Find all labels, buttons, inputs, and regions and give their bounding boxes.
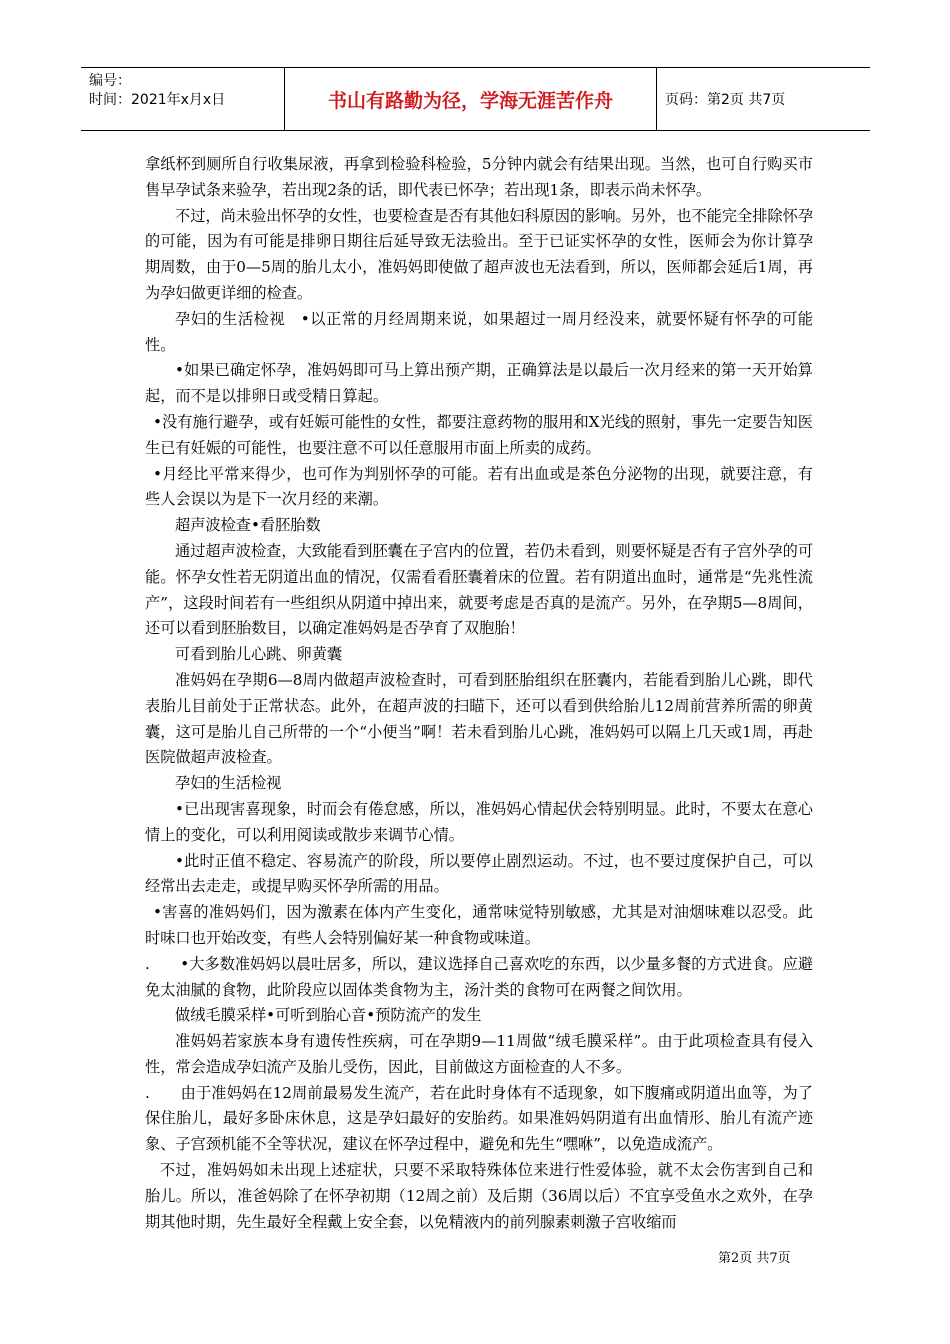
paragraph: 孕妇的生活检视 •以正常的月经周期来说，如果超过一周月经没来，就要怀疑有怀孕的可能性。 (145, 309, 813, 354)
paragraph: 拿纸杯到厕所自行收集尿液，再拿到检验科检验，5分钟内就会有结果出现。当然，也可自行购买市售早孕试条来验孕，若出现2条的话，即代表已怀孕；若出现1条，即表示尚未怀孕。 (145, 155, 813, 199)
section-heading: 做绒毛膜采样•可听到胎心音•预防流产的发生 (175, 1006, 482, 1025)
paragraph: 通过超声波检查，大致能看到胚囊在子宫内的位置，若仍未看到，则要怀疑是否有子宫外孕的可能。怀孕女性若无阴道出血的情况，仅需看看胚囊着床的位置。若有阴道出血时，通常是“先兆性流产”，这段时间若有一些组织从阴道中掉出来，就要考虑是否真的是流产。另外，在孕期5—8周间，还可以看到胚胎数目，以确定准妈妈是否孕育了双胞胎！ (145, 541, 813, 638)
bullet-paragraph: •月经比平常来得少，也可作为判别怀孕的可能。若有出血或是茶色分泌物的出现，就要注意，有些人会误以为是下一次月经的来潮。 (145, 464, 813, 509)
section-heading: 超声波检查•看胚胎数 (175, 516, 321, 535)
page-footer: 第2页 共7页 (718, 1251, 791, 1266)
section-heading: 孕妇的生活检视 (175, 774, 282, 793)
header-motto: 书山有路勤为径，学海无涯苦作舟 (284, 68, 657, 130)
bullet-paragraph: •没有施行避孕，或有妊娠可能性的女性，都要注意药物的服用和X光线的照射，事先一定要告知医生已有妊娠的可能性，也要注意不可以任意服用市面上所卖的成药。 (145, 412, 813, 457)
bullet-paragraph: •害喜的准妈妈们，因为激素在体内产生变化，通常味觉特别敏感，尤其是对油烟味难以忍受。此时味口也开始改变，有些人会特别偏好某一种食物或味道。 (145, 903, 813, 947)
document-number-label: 编号： (89, 73, 131, 89)
bullet-paragraph: •如果已确定怀孕，准妈妈即可马上算出预产期，正确算法是以最后一次月经来的第一天开始算起，而不是以排卵日或受精日算起。 (145, 361, 813, 406)
paragraph: 不过，准妈妈如未出现上述症状，只要不采取特殊体位来进行性爱体验，就不太会伤害到自己和胎儿。所以，准爸妈除了在怀孕初期（12周之前）及后期（36周以后）不宜享受鱼水之欢外，在孕期其他时期，先生最好全程戴上安全套，以免精液内的前列腺素刺激子宫收缩而 (145, 1161, 813, 1231)
section-heading: 可看到胎儿心跳、卵黄囊 (175, 645, 343, 664)
page-header (81, 67, 870, 131)
bullet-paragraph: . •大多数准妈妈以晨吐居多，所以，建议选择自己喜欢吃的东西，以少量多餐的方式进食。应避免太油腻的食物，此阶段应以固体类食物为主，汤汁类的食物可在两餐之间饮用。 (145, 954, 813, 999)
paragraph: 准妈妈若家族本身有遗传性疾病，可在孕期9—11周做“绒毛膜采样”。由于此项检查具有侵入性，常会造成孕妇流产及胎儿受伤，因此，目前做这方面检查的人不多。 (145, 1032, 813, 1076)
bullet-paragraph: •此时正值不稳定、容易流产的阶段，所以要停止剧烈运动。不过，也不要过度保护自己，可以经常出去走走，或提早购买怀孕所需的用品。 (145, 851, 813, 896)
paragraph: 不过，尚未验出怀孕的女性，也要检查是否有其他妇科原因的影响。另外，也不能完全排除怀孕的可能，因为有可能是排卵日期往后延导致无法验出。至于已证实怀孕的女性，医师会为你计算孕期周数，由于0—5周的胎儿太小，准妈妈即使做了超声波也无法看到，所以，医师都会延后1周，再为孕妇做更详细的检查。 (145, 206, 813, 302)
document-body (145, 152, 813, 1235)
paragraph: 准妈妈在孕期6—8周内做超声波检查时，可看到胚胎组织在胚囊内，若能看到胎儿心跳，即代表胎儿目前处于正常状态。此外，在超声波的扫瞄下，还可以看到供给胎儿12周前营养所需的卵黄囊，这可是胎儿自己所带的一个“小便当”啊！若未看到胎儿心跳，准妈妈可以隔上几天或1周，再赴医院做超声波检查。 (145, 670, 813, 767)
paragraph: . 由于准妈妈在12周前最易发生流产，若在此时身体有不适现象，如下腹痛或阴道出血等，为了保住胎儿，最好多卧床休息，这是孕妇最好的安胎药。如果准妈妈阴道有出血情形、胎儿有流产迹象、子宫颈机能不全等状况，建议在怀孕过程中，避免和先生“嘿咻”，以免造成流产。 (145, 1083, 813, 1154)
header-meta (81, 68, 284, 130)
bullet-paragraph: •已出现害喜现象，时而会有倦怠感，所以，准妈妈心情起伏会特别明显。此时，不要太在意心情上的变化，可以利用阅读或散步来调节心情。 (145, 799, 813, 844)
header-page-number: 页码：第2页 共7页 (665, 92, 786, 108)
document-date-label: 时间：2021年x月x日 (89, 92, 226, 108)
